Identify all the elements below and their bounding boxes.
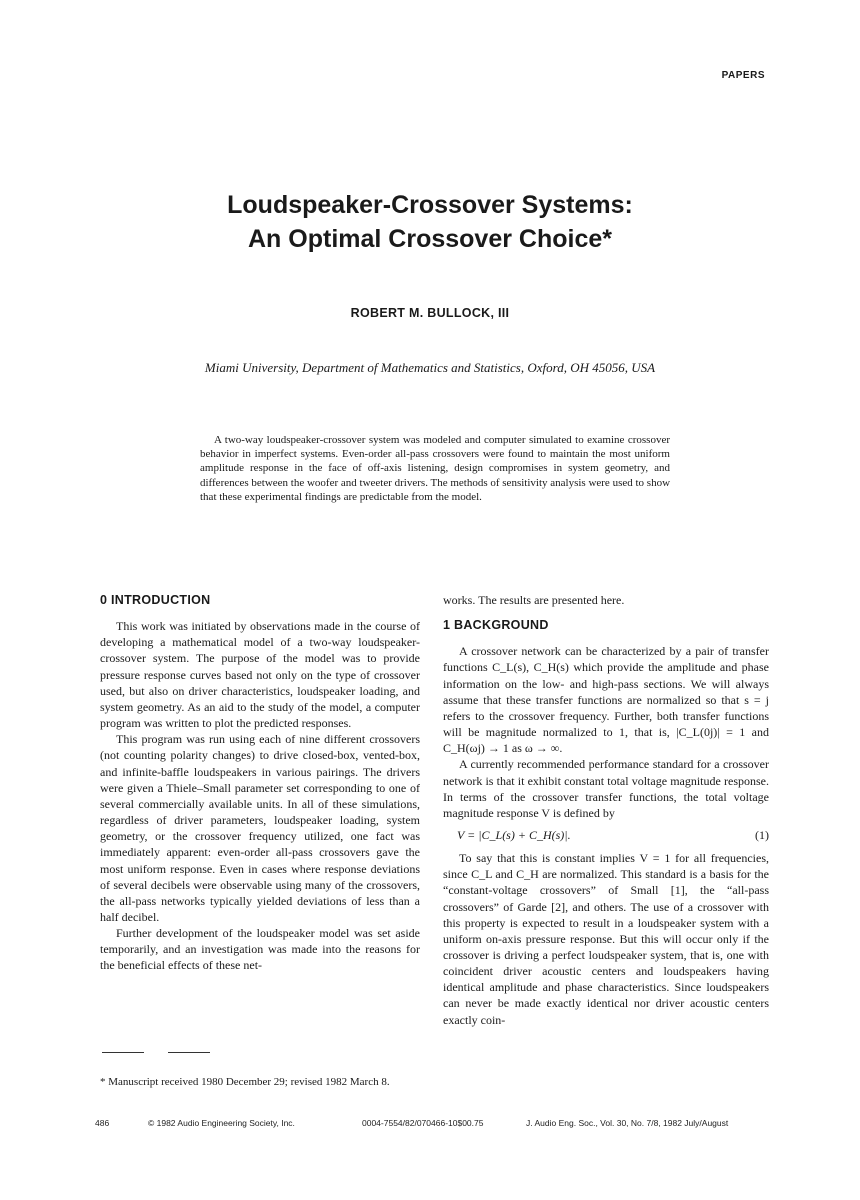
journal-citation: J. Audio Eng. Soc., Vol. 30, No. 7/8, 1982 July/August [526,1118,729,1128]
background-heading: 1 BACKGROUND [443,618,549,633]
intro-paragraph-3: Further development of the loudspeaker model was set aside temporarily, and an investigation was made into the reasons for the beneficial effects of these net- [100,926,420,973]
copyright-line: © 1982 Audio Engineering Society, Inc. [148,1118,295,1128]
footnote-rule [102,1052,144,1053]
paper-title [0,188,860,256]
author-affiliation: Miami University, Department of Mathematics and Statistics, Oxford, OH 45056, USA [204,360,656,375]
equation-number: (1) [755,828,769,843]
title-line-1: Loudspeaker-Crossover Systems: [227,191,633,219]
intro-continuation: works. The results are presented here. [443,593,625,607]
background-paragraph-3: To say that this is constant implies V = 1 for all frequencies, since C_L and C_H are normalized. This standard is a basis for the “constant-voltage crossovers” of Small [1], the “all-pass crossovers” of Garde [2], and others. The use of a crossover with this property is expected to result in a loudspeaker system with a uniform on-axis pressure response. But this will occur only if the crossover is driving a perfect loudspeaker system, that is, one with coincident driver acoustic centers and loudspeakers having identical amplitude and phase characteristics. Since loudspeakers can never be made exactly identical nor driver acoustic centers exactly coin- [443,851,769,1027]
equation-1 [443,822,769,848]
title-line-2: An Optimal Crossover Choice* [248,225,612,253]
right-column [443,592,769,1028]
intro-paragraph-2: This program was run using each of nine different crossovers (not counting polarity changes) to drive closed-box, vented-box, and infinite-baffle loudspeakers in various pairings. The drivers were given a Thiele–Small parameter set corresponding to one of several commercially available units. In all of these simulations, regardless of driver parameters, loudspeaker loading, system geometry, or the crossover frequency utilized, one fact was immediately apparent: even-order all-pass crossovers gave the most uniform response. Even in cases where response deviations of several decibels were observable using many of the crossovers, the all-pass networks typically yielded deviations of less than a half decibel. [100,732,420,924]
abstract: A two-way loudspeaker-crossover system was modeled and computer simulated to examine crossover behavior in imperfect systems. Even-order all-pass crossovers were found to maintain the most uniform amplitude response in the face of off-axis listening, design compromises in system geometry, and differences between the woofer and tweeter drivers. The methods of sensitivity analysis were used to show that these experimental findings are predictable from the model. [200,434,671,503]
introduction-heading: 0 INTRODUCTION [100,593,211,607]
article-code: 0004-7554/82/070466-10$00.75 [362,1118,484,1128]
left-column [100,592,420,974]
background-paragraph-2: A currently recommended performance standard for a crossover network is that it exhibit constant total voltage magnitude response. In terms of the crossover transfer functions, the total voltage magnitude response V is defined by [443,757,769,820]
footnote-rule-2 [168,1052,210,1053]
page-number: 486 [95,1118,110,1128]
section-tag: PAPERS [721,70,765,81]
equation-body: V = |C_L(s) + C_H(s)|. [457,828,571,843]
background-paragraph-1: A crossover network can be characterized by a pair of transfer functions C_L(s), C_H(s) which provide the amplitude and phase information on the low- and high-pass sections. We will always assume that these transfer functions are normalized so that s = j refers to the crossover frequency. Further, both transfer functions will be magnitude normalized to 1, that is, |C_L(0j)| = 1 and C_H(ωj) → 1 as ω → ∞. [443,644,769,756]
manuscript-footnote: * Manuscript received 1980 December 29; revised 1982 March 8. [100,1076,390,1088]
author-name: ROBERT M. BULLOCK, III [350,306,510,320]
intro-paragraph-1: This work was initiated by observations made in the course of developing a mathematical model of a two-way loudspeaker-crossover system. The purpose of the model was to provide pressure response curves based not only on the type of crossover used, but also on driver characteristics, loudspeaker loading, and system geometry. As an aid to the study of the model, a computer program was written to plot the predicted responses. [100,619,420,731]
